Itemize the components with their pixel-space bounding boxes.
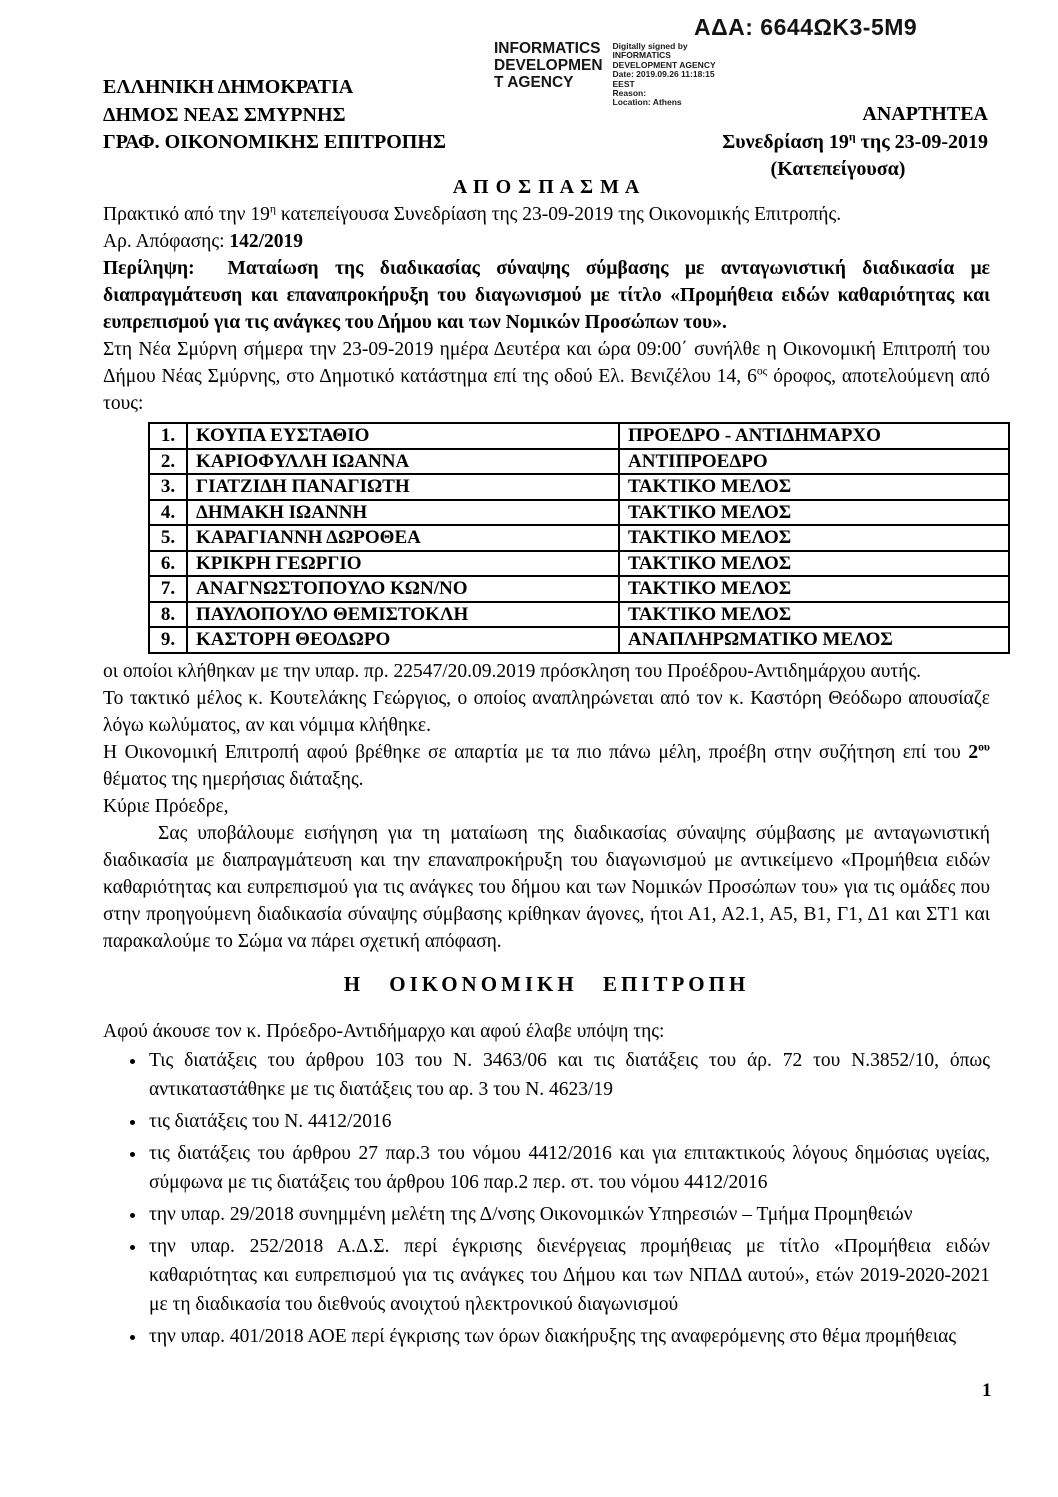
member-role: ΤΑΚΤΙΚΟ ΜΕΛΟΣ xyxy=(619,602,1009,628)
members-table xyxy=(148,422,1010,654)
summary-paragraph xyxy=(103,255,990,336)
venue-paragraph: Στη Νέα Σμύρνη σήμερα την 23-09-2019 ημέρα Δευτέρα και ώρα 09:00΄ συνήλθε η Οικονομική Επιτροπή του Δήμου Νέας Σμύρνης, στο Δημοτικό κατάστημα επί της οδού Ελ. Βενιζέλου 14, $6^{o\varsigma}$ όροφος, αποτελούμενη από τους: xyxy=(103,339,990,414)
member-row xyxy=(149,602,1009,628)
member-role: ΤΑΚΤΙΚΟ ΜΕΛΟΣ xyxy=(619,525,1009,551)
member-row xyxy=(149,525,1009,551)
session-line: Συνεδρίαση $19^\eta$ της 23-09-2019 xyxy=(722,128,988,153)
member-row xyxy=(149,423,1009,449)
committee-heading: Η ΟΙΚΟΝΟΜΙΚΗ ΕΠΙΤΡΟΠΗ xyxy=(343,971,750,996)
superscript: η xyxy=(269,202,276,216)
page-number: 1 xyxy=(982,1380,992,1401)
proposal-paragraph: Σας υποβάλουμε εισήγηση για τη ματαίωση της διαδικασίας σύναψης σύμβασης με ανταγωνιστική διαδικασία με διαπραγμάτευση και την επαναπροκήρυξη του διαγωνισμού με αντικείμενο «Προμήθεια ειδών καθαριότητας και ευπρεπισμού για τις ανάγκες του δήμου και των Νομικών Προσώπων του» για τις ομάδες που στην προηγούμενη διαδικασία σύναψης σύμβασης κρίθηκαν άγονες, ήτοι Α1, Α2.1, Α5, Β1, Γ1, Δ1 και ΣΤ1 και παρακαλούμε το Σώμα να πάρει σχετική απόφαση. xyxy=(103,822,990,952)
quorum-paragraph: Η Οικονομική Επιτροπή αφού βρέθηκε σε απαρτία με τα πιο πάνω μέλη, προέβη στην συζήτηση επί του $2^{o\upsilon}$ θέματος της ημερήσιας διάταξης. xyxy=(103,740,990,790)
signature-detail-line: Reason: xyxy=(612,88,647,99)
reference-item: • Τις διατάξεις του άρθρου 103 του Ν. 3463/06 και τις διατάξεις του άρ. 72 του Ν.3852/10, όπως αντικαταστάθηκε με τις διατάξεις του αρ. 3 του Ν. 4623/19 xyxy=(147,1046,990,1104)
member-name: ΠΑΥΛΟΠΟΥΛΟ ΘΕΜΙΣΤΟΚΛΗ xyxy=(187,602,619,628)
superscript: η xyxy=(848,128,856,143)
member-name: ΚΟΥΠΑ ΕΥΣΤΑΘΙΟ xyxy=(187,423,619,449)
agenda-item-number: $2^{o\upsilon}$ xyxy=(968,740,990,763)
decision-number-label: Αρ. Απόφασης: xyxy=(103,231,225,252)
member-name: ΔΗΜΑΚΗ ΙΩΑΝΝΗ xyxy=(187,500,619,526)
superscript: ου xyxy=(978,740,990,753)
signature-details xyxy=(613,40,716,108)
reference-item: • την υπαρ. 29/2018 συνημμένη μελέτη της Δ/νσης Οικονομικών Υπηρεσιών – Τμήμα Προμηθειών xyxy=(147,1200,990,1229)
signature-detail-line: Location: Athens xyxy=(612,97,682,108)
ada-code: ΑΔΑ: 6644ΩΚ3-5Μ9 xyxy=(694,14,918,40)
reference-item: • την υπαρ. 252/2018 Α.Δ.Σ. περί έγκρισης διενέργειας προμήθειας με τίτλο «Προμήθεια ειδών καθαριότητας και ευπρεπισμού για τις ανάγκες του Δήμου και των ΝΠΔΔ αυτού», ετών 2019-2020-2021 με τη διαδικασία του διεθνούς ανοιχτού ηλεκτρονικού διαγωνισμού xyxy=(147,1232,990,1319)
member-role: ΤΑΚΤΙΚΟ ΜΕΛΟΣ xyxy=(619,576,1009,602)
intro-paragraph: Πρακτικό από την $19^\eta$ κατεπείγουσα Συνεδρίαση της 23-09-2019 της Οικονομικής Επιτροπής. xyxy=(103,202,842,225)
member-name: ΚΑΡΙΟΦΥΛΛΗ ΙΩΑΝΝΑ xyxy=(187,449,619,475)
signature-agency-line: DEVELOPMEN xyxy=(494,57,603,74)
member-role: ΤΑΚΤΙΚΟ ΜΕΛΟΣ xyxy=(619,551,1009,577)
invitation-paragraph: οι οποίοι κλήθηκαν με την υπαρ. πρ. 22547/20.09.2019 πρόσκληση του Προέδρου-Αντιδημάρχου αυτής. xyxy=(103,660,922,682)
decision-number-line xyxy=(103,228,990,255)
references-list xyxy=(103,1046,990,1351)
member-number: 7. xyxy=(149,576,187,602)
member-role: ΤΑΚΤΙΚΟ ΜΕΛΟΣ xyxy=(619,474,1009,500)
reference-item: • την υπαρ. 401/2018 ΑΟΕ περί έγκρισης των όρων διακήρυξης της αναφερόμενης στο θέμα προμήθειας xyxy=(147,1322,990,1351)
member-role: ΠΡΟΕΔΡΟ - ΑΝΤΙΔΗΜΑΡΧΟ xyxy=(619,423,1009,449)
member-name: ΓΙΑΤΖΙΔΗ ΠΑΝΑΓΙΩΤΗ xyxy=(187,474,619,500)
posting-info xyxy=(688,101,988,184)
signature-detail-line: DEVELOPMENT AGENCY xyxy=(612,59,716,70)
member-number: 3. xyxy=(149,474,187,500)
summary-label: Περίληψη: xyxy=(103,258,195,279)
decision-number-value: 142/2019 xyxy=(229,231,304,252)
urgent-label: (Κατεπείγουσα) xyxy=(770,158,906,180)
member-role: ΤΑΚΤΙΚΟ ΜΕΛΟΣ xyxy=(619,500,1009,526)
member-name: ΑΝΑΓΝΩΣΤΟΠΟΥΛΟ ΚΩΝ/ΝΟ xyxy=(187,576,619,602)
absence-paragraph: Το τακτικό μέλος κ. Κουτελάκης Γεώργιος, ο οποίος αναπληρώνεται από τον κ. Καστόρη Θεόδωρο απουσίαζε λόγω κωλύματος, αν και νόμιμα κλήθηκε. xyxy=(103,687,990,736)
member-row xyxy=(149,449,1009,475)
member-name: ΚΑΣΤΟΡΗ ΘΕΟΔΩΡΟ xyxy=(187,627,619,653)
signature-agency-line: INFORMATICS xyxy=(494,40,601,57)
member-number: 2. xyxy=(149,449,187,475)
heard-paragraph: Αφού άκουσε τον κ. Πρόεδρο-Αντιδήμαρχο και αφού έλαβε υπόψη της: xyxy=(103,1020,665,1042)
member-number: 5. xyxy=(149,525,187,551)
member-number: 8. xyxy=(149,602,187,628)
issuing-authority xyxy=(103,74,446,157)
member-row xyxy=(149,500,1009,526)
member-number: 6. xyxy=(149,551,187,577)
signature-agency-line: T AGENCY xyxy=(494,74,574,91)
member-role: ΑΝΑΠΛΗΡΩΜΑΤΙΚΟ ΜΕΛΟΣ xyxy=(619,627,1009,653)
reference-item: • τις διατάξεις του Ν. 4412/2016 xyxy=(147,1107,990,1136)
digital-signature-block xyxy=(494,40,716,108)
signature-detail-line: Digitally signed by xyxy=(612,41,688,51)
signature-detail-line: INFORMATICS xyxy=(612,50,671,61)
signature-agency-name xyxy=(494,40,603,108)
superscript: ος xyxy=(756,364,768,378)
member-name: ΚΑΡΑΓΙΑΝΝΗ ΔΩΡΟΘΕΑ xyxy=(187,525,619,551)
authority-line-office: ΓΡΑΦ. ΟΙΚΟΝΟΜΙΚΗΣ ΕΠΙΤΡΟΠΗΣ xyxy=(103,131,446,153)
signature-detail-line: Date: 2019.09.26 11:18:15 xyxy=(612,69,715,80)
member-role: ΑΝΤΙΠΡΟΕΔΡΟ xyxy=(619,449,1009,475)
authority-line-municipality: ΔΗΜΟΣ ΝΕΑΣ ΣΜΥΡΝΗΣ xyxy=(103,103,346,126)
summary-text: Ματαίωση της διαδικασίας σύναψης σύμβασης με ανταγωνιστική διαδικασία με διαπραγμάτευση και επαναπροκήρυξη του διαγωνισμού με τίτλο «Προμήθεια ειδών καθαριότητας και ευπρεπισμού για τις ανάγκες του Δήμου και των Νομικών Προσώπων του». xyxy=(103,258,990,333)
member-name: ΚΡΙΚΡΗ ΓΕΩΡΓΙΟ xyxy=(187,551,619,577)
reference-item: • τις διατάξεις του άρθρου 27 παρ.3 του νόμου 4412/2016 και για επιτακτικούς λόγους δημόσιας υγείας, σύμφωνα με τις διατάξεις του άρθρου 106 παρ.2 περ. στ. του νόμου 4412/2016 xyxy=(147,1139,990,1197)
document-title: Α Π Ο Σ Π Α Σ Μ Α xyxy=(452,176,641,198)
member-number: 4. xyxy=(149,500,187,526)
member-number: 1. xyxy=(149,423,187,449)
authority-line-republic: ΕΛΛΗΝΙΚΗ ΔΗΜΟΚΡΑΤΙΑ xyxy=(103,76,354,98)
member-row xyxy=(149,474,1009,500)
member-row xyxy=(149,551,1009,577)
member-number: 9. xyxy=(149,627,187,653)
signature-detail-line: EEST xyxy=(612,78,635,89)
document-body xyxy=(103,174,990,1354)
member-row xyxy=(149,627,1009,653)
member-row xyxy=(149,576,1009,602)
salutation: Κύριε Πρόεδρε, xyxy=(103,795,229,817)
anartitea-label: ΑΝΑΡΤΗΤΕΑ xyxy=(862,103,988,125)
